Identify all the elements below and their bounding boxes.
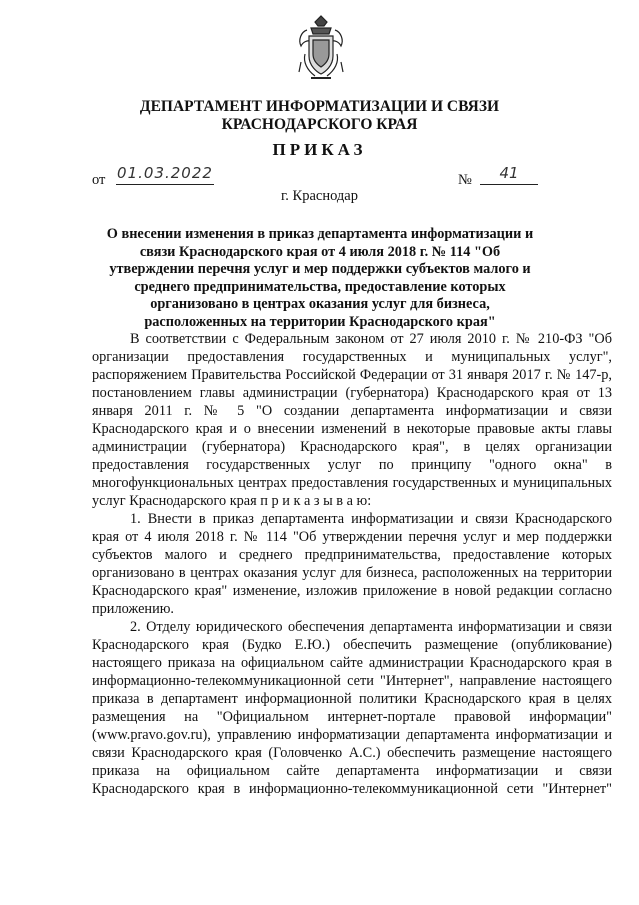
handwritten-number: 41	[480, 164, 538, 185]
document-type: ПРИКАЗ	[272, 140, 367, 159]
order-title: О внесении изменения в приказ департамента информатизации и связи Краснодарского края от 4 июля 2018 г. № 114 "Об утверждении перечня услуг и мер поддержки субъектов малого и среднего предпринимательства, предоставление которых организовано в центрах оказания услуг для бизнеса, расположенных на территории Краснодарского края"	[106, 226, 534, 330]
city-name: г. Краснодар	[280, 188, 358, 204]
date-prefix: от	[92, 172, 106, 188]
item-1-paragraph: 1. Внести в приказ департамента информатизации и связи Краснодарского края от 4 июля 2018 г. № 114 "Об утверждении перечня услуг и мер поддержки субъектов малого и среднего предпринимательства, предоставление которых организовано в центрах оказания услуг для бизнеса, расположенных на территории Краснодарского края" изменение, изложив приложение в новой редакции согласно приложению.	[92, 511, 612, 617]
handwritten-date: 01.03.2022	[116, 164, 214, 185]
number-prefix: №	[458, 172, 472, 188]
department-name-line2: КРАСНОДАРСКОГО КРАЯ	[221, 116, 418, 133]
department-name-line1: ДЕПАРТАМЕНТ ИНФОРМАТИЗАЦИИ И СВЯЗИ	[139, 98, 500, 115]
item-2-paragraph: 2. Отделу юридического обеспечения департамента информатизации и связи Краснодарского края (Будко Е.Ю.) обеспечить размещение (опубликование) настоящего приказа на официальном сайте администрации Краснодарского края в информационно-телекоммуникационной сети "Интернет", направление настоящего приказа в департамент информационной политики Краснодарского края в целях размещения на "Официальном интернет-портале правовой информации" (www.pravo.gov.ru), управлению информатизации департамента информатизации и связи Краснодарского края (Головченко А.С.) обеспечить размещение настоящего приказа на официальном сайте департамента информатизации и связи Краснодарского края в информационно-телекоммуникационной сети "Интернет"	[92, 619, 612, 797]
document-body	[92, 330, 612, 798]
preamble-paragraph: В соответствии с Федеральным законом от 27 июля 2010 г. № 210-ФЗ "Об организации предоставления государственных и муниципальных услуг", распоряжением Правительства Российской Федерации от 31 января 2017 г. № 147-р, постановлением главы администрации (губернатора) Краснодарского края от 13 января 2011 г. № 5 "О создании департамента информатизации и связи Краснодарского края и о внесении изменений в некоторые правовые акты главы администрации (губернатора) Краснодарского края", в целях организации предоставления государственных услуг по принципу "одного окна" в многофункциональных центрах предоставления государственных и муниципальных услуг Краснодарского края п р и к а з ы в а ю:	[92, 331, 612, 509]
coat-of-arms-icon	[295, 14, 347, 84]
